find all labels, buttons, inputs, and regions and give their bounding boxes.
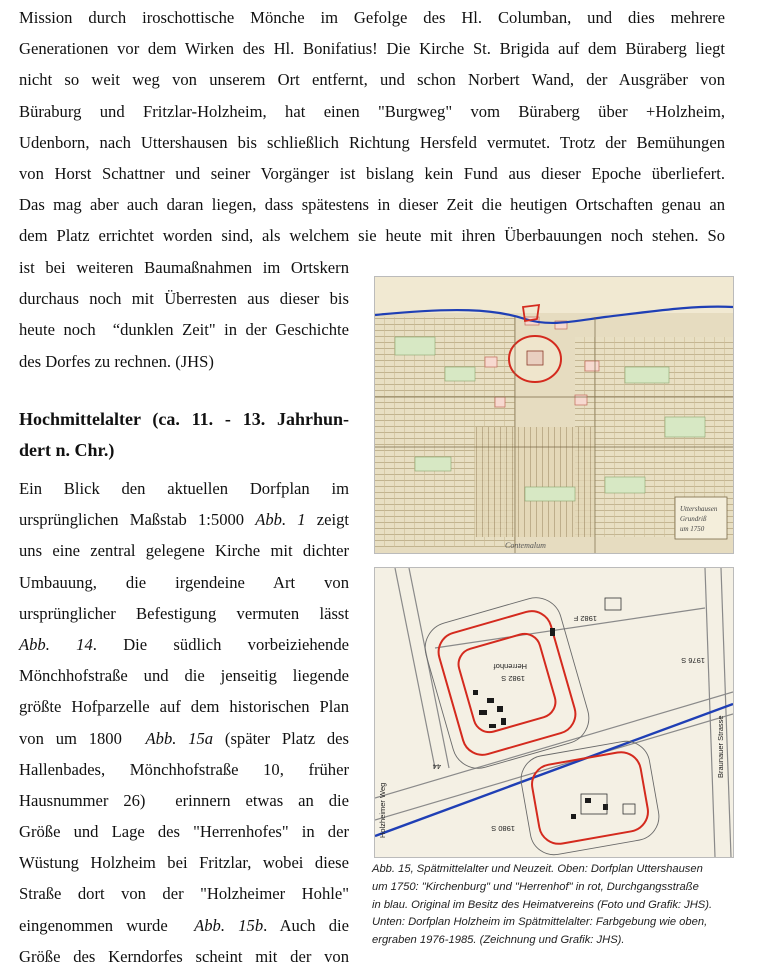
- caption-line-4: Unten: Dorfplan Holzheim im Spätmittelalter: Farbgebung wie oben,: [372, 916, 708, 929]
- text-run: von um 1800: [19, 728, 146, 748]
- figure-reference: Abb. 14: [19, 634, 93, 654]
- text-run: zeigt: [305, 510, 349, 530]
- figure-reference: Abb. 15b: [194, 915, 264, 935]
- text-line: [19, 691, 349, 722]
- text-line: [19, 504, 349, 535]
- historical-map-drawing: [375, 277, 733, 553]
- text-line: [19, 567, 349, 598]
- text-line: heute noch “dunklen Zeit" in der Geschichte: [19, 320, 349, 340]
- text-run: Wüstung Holzheim bei Fritzlar, wobei diese: [19, 853, 349, 873]
- text-line: [19, 629, 349, 660]
- caption-line-1: Abb. 15, Spätmittelalter und Neuzeit. Oben: Dorfplan Uttershausen: [372, 863, 703, 875]
- text-line: [19, 723, 349, 754]
- top-paragraph: [19, 2, 725, 252]
- map-legend-3: um 1750: [680, 525, 705, 533]
- text-line: Das mag aber auch daran liegen, dass spätestens in dieser Zeit die heutigen Ortschaften genau an: [19, 195, 725, 215]
- text-run: Hallenbades, Mönchhofstraße 10, früher: [19, 759, 349, 779]
- heading-line-1: Hochmittelalter (ca. 11. - 13. Jahrhun-: [19, 409, 349, 429]
- map-bottom-label: Contemalum: [505, 541, 546, 550]
- caption-line-5: ergraben 1976-1985. (Zeichnung und Grafik: JHS).: [372, 934, 625, 947]
- text-run: uns eine zentral gelegene Kirche mit dichter: [19, 541, 349, 561]
- text-run: Hausnummer 26) erinnern etwas an die: [19, 790, 349, 810]
- text-line: ist bei weiteren Baumaßnahmen im Ortskern: [19, 258, 349, 277]
- text-line: Generationen vor dem Wirken des Hl. Bonifatius! Die Kirche St. Brigida auf dem Büraberg liegt: [19, 39, 725, 59]
- section-heading: [19, 404, 349, 466]
- text-run: Größe des Kerndorfes scheint mit der von: [19, 946, 349, 966]
- text-line: von Horst Schattner und seiner Vorgänger ist bislang kein Fund aus dieser Epoche überliefert.: [19, 163, 725, 183]
- text-line: [19, 816, 349, 847]
- text-run: . Auch die: [263, 915, 350, 935]
- map-legend-2: Grundriß: [680, 515, 707, 523]
- text-line: [19, 754, 349, 785]
- historical-map-figure: [374, 276, 734, 554]
- text-run: Straße dort von der "Holzheimer Hohle": [19, 884, 349, 904]
- text-run: größte Hofparzelle auf dem historischen Plan: [19, 697, 349, 717]
- text-run: ursprünglichen Maßstab 1:5000: [19, 510, 256, 530]
- text-line: dem Platz errichtet worden sind, als welchem sie heute mit ihren Überbauungen noch stehen. So: [19, 226, 725, 246]
- map-legend-1: Uttershausen: [680, 505, 718, 513]
- text-line: durchaus noch mit Überresten aus dieser bis: [19, 289, 349, 309]
- excavation-plan-figure: [374, 567, 734, 858]
- figure-reference: Abb. 15a: [145, 728, 214, 748]
- plan-label-1982s: 1982 S: [501, 674, 525, 683]
- text-line: [19, 785, 349, 816]
- text-run: Größe und Lage des "Herrenhofes" in der: [19, 822, 349, 842]
- figure-caption: [372, 861, 744, 950]
- text-line: [19, 910, 349, 941]
- text-line: des Dorfes zu rechnen. (JHS): [19, 351, 214, 371]
- text-line: Udenborn, nach Uttershausen bis schließlich Richtung Hersfeld vermutet. Trotz der Bemühungen: [19, 132, 725, 152]
- caption-line-3: in blau. Original im Besitz des Heimatvereins (Foto und Grafik: JHS).: [372, 898, 713, 911]
- text-line: [19, 535, 349, 566]
- text-line: Mission durch iroschottische Mönche im Gefolge des Hl. Columban, und dies mehrere: [19, 8, 725, 27]
- text-line: [19, 941, 349, 972]
- text-run: . Die südlich vorbeiziehende: [92, 634, 350, 654]
- text-line: [19, 598, 349, 629]
- text-run: (später Platz des: [213, 728, 349, 748]
- text-line: [19, 878, 349, 909]
- plan-label-44: 44: [432, 762, 441, 771]
- heading-line-2: dert n. Chr.): [19, 440, 115, 460]
- plan-label-herrenhof: Herrenhof: [493, 662, 527, 671]
- plan-label-1982f: 1982 F: [573, 614, 597, 623]
- intro-paragraph: [19, 252, 349, 377]
- text-line: [19, 660, 349, 691]
- plan-label-1980s: 1980 S: [491, 824, 515, 833]
- text-run: Umbauung, die irgendeine Art von: [19, 572, 349, 592]
- text-run: Mönchhofstraße und die jenseitig liegende: [19, 666, 349, 686]
- excavation-plan-drawing: [375, 568, 733, 857]
- text-run: eingenommen wurde: [19, 915, 195, 935]
- body-paragraph: [19, 473, 349, 972]
- text-line: nicht so weit weg von unserem Ort entfernt, und schon Norbert Wand, der Ausgräber von: [19, 70, 725, 90]
- text-run: ursprünglicher Befestigung vermuten lässt: [19, 603, 349, 623]
- text-line: [19, 847, 349, 878]
- plan-label-street-left: Holzheimer Weg: [378, 782, 387, 838]
- caption-line-2: um 1750: "Kirchenburg" und "Herrenhof" in rot, Durchgangsstraße: [372, 880, 699, 893]
- text-line: Büraburg und Fritzlar-Holzheim, hat einen "Burgweg" vom Büraberg über +Holzheim,: [19, 101, 725, 121]
- plan-label-1976s: 1976 S: [681, 656, 705, 665]
- text-line: [19, 473, 349, 504]
- plan-label-street-right: Braunauer Strasse: [716, 715, 725, 778]
- text-run: Ein Blick den aktuellen Dorfplan im: [19, 479, 349, 498]
- figure-reference: Abb. 1: [255, 510, 306, 530]
